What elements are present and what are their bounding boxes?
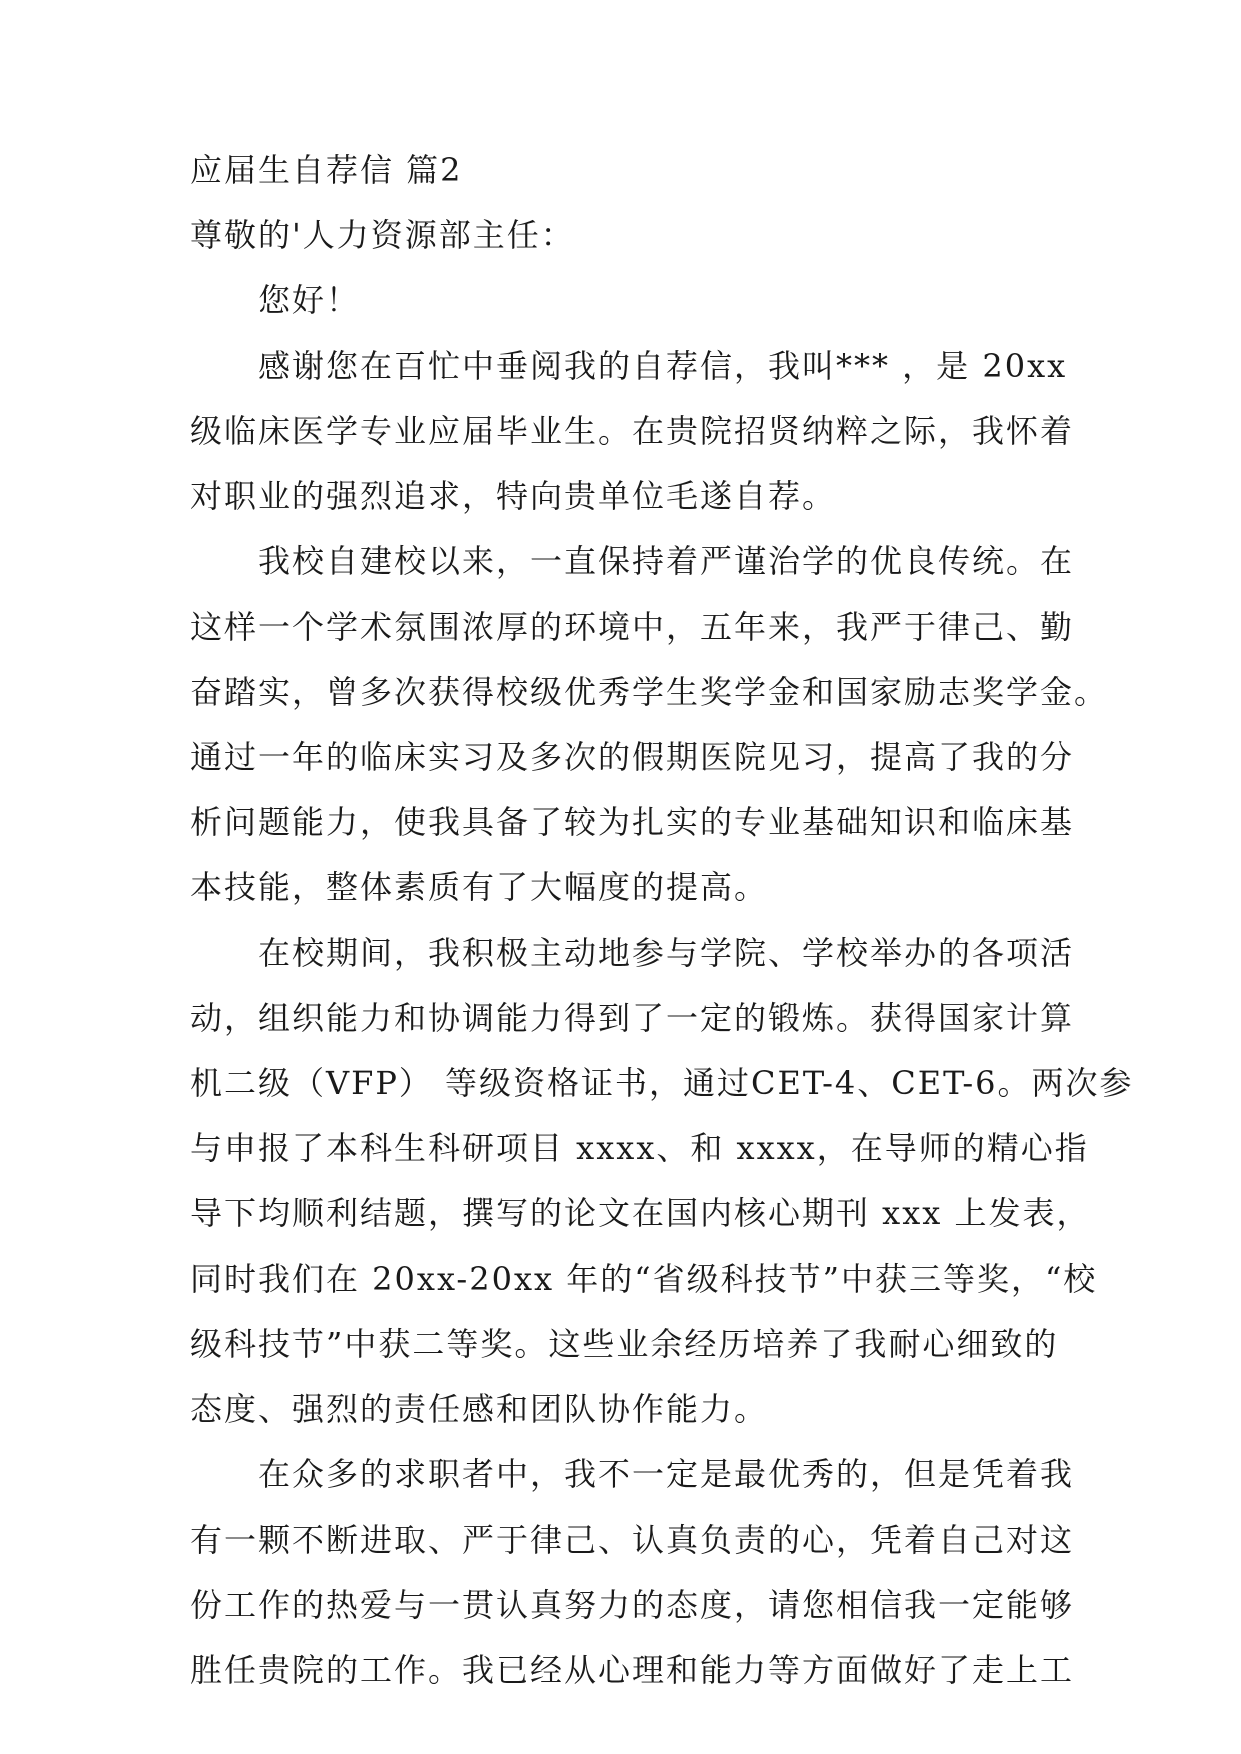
body-line: 同时我们在 20xx-20xx 年的“省级科技节”中获三等奖，“校 [190, 1260, 1098, 1298]
body-line: 感谢您在百忙中垂阅我的自荐信，我叫*** ，是 20xx [258, 347, 1068, 385]
body-line: 份工作的热爱与一贯认真努力的态度，请您相信我一定能够 [190, 1586, 1075, 1624]
body-line: 我校自建校以来，一直保持着严谨治学的优良传统。在 [258, 542, 1075, 580]
body-line: 在众多的求职者中，我不一定是最优秀的，但是凭着我 [258, 1455, 1075, 1493]
body-line: 这样一个学术氛围浓厚的环境中，五年来，我严于律己、勤 [190, 608, 1075, 646]
body-line: 析问题能力，使我具备了较为扎实的专业基础知识和临床基 [190, 803, 1075, 841]
body-line: 动，组织能力和协调能力得到了一定的锻炼。获得国家计算 [190, 999, 1075, 1037]
greeting: 您好！ [258, 281, 361, 319]
body-line: 态度、强烈的责任感和团队协作能力。 [190, 1390, 769, 1428]
salutation: 尊敬的'人力资源部主任： [190, 216, 575, 254]
body-line: 导下均顺利结题，撰写的论文在国内核心期刊 xxx 上发表， [190, 1194, 1091, 1232]
body-line: 与申报了本科生科研项目 xxxx、和 xxxx，在导师的精心指 [190, 1129, 1089, 1167]
body-line: 通过一年的临床实习及多次的假期医院见习，提高了我的分 [190, 738, 1075, 776]
body-line: 有一颗不断进取、严于律己、认真负责的心，凭着自己对这 [190, 1521, 1075, 1559]
body-line: 在校期间，我积极主动地参与学院、学校举办的各项活 [258, 934, 1075, 972]
document-heading: 应届生自荐信 篇2 [190, 151, 463, 189]
body-line: 奋踏实，曾多次获得校级优秀学生奖学金和国家励志奖学金。 [190, 673, 1109, 711]
body-line: 机二级（VFP） 等级资格证书，通过CET-4、CET-6。两次参 [190, 1064, 1134, 1102]
body-line: 级临床医学专业应届毕业生。在贵院招贤纳粹之际，我怀着 [190, 412, 1075, 450]
body-line: 胜任贵院的工作。我已经从心理和能力等方面做好了走上工 [190, 1651, 1075, 1689]
body-line: 对职业的强烈追求，特向贵单位毛遂自荐。 [190, 477, 837, 515]
body-line: 级科技节”中获二等奖。这些业余经历培养了我耐心细致的 [190, 1325, 1059, 1363]
body-line: 本技能，整体素质有了大幅度的提高。 [190, 868, 769, 906]
